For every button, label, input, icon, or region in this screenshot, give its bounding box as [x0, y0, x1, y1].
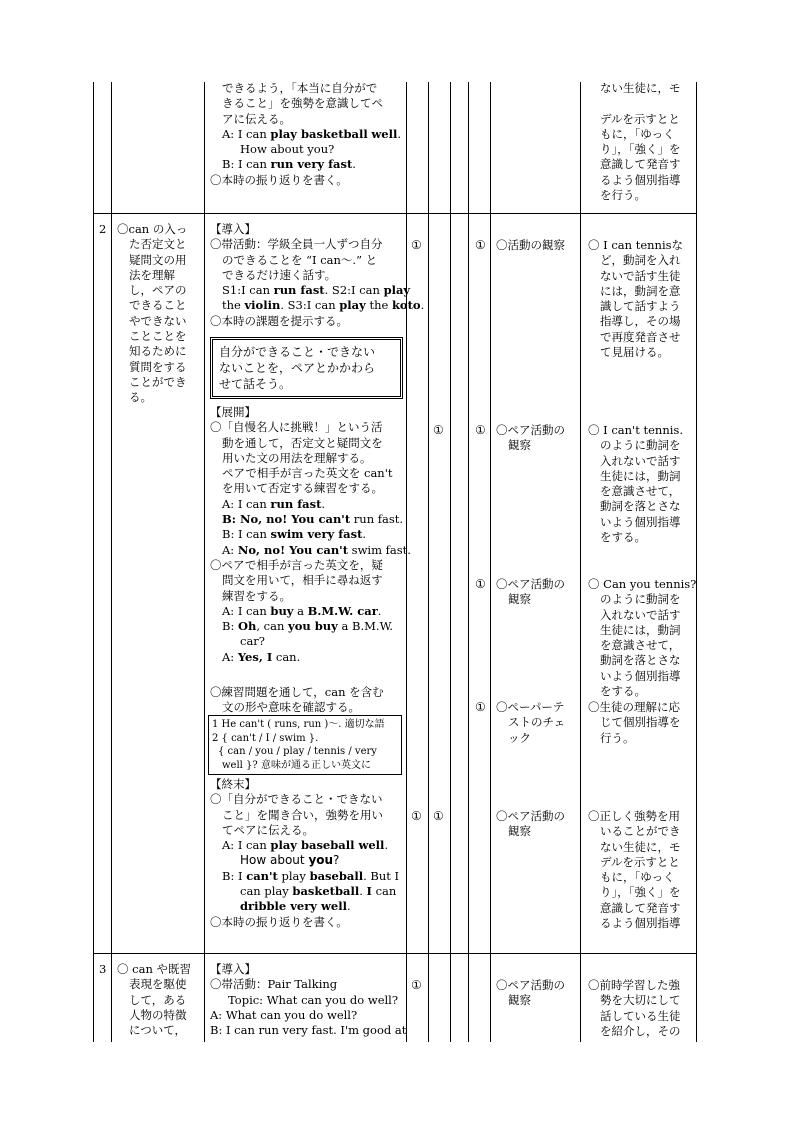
text-line: てペアに伝える。: [222, 822, 314, 837]
eval-mark: ①: [475, 238, 486, 252]
dialogue-line: B: I can run very fast.: [222, 157, 356, 172]
row-number: 3: [99, 962, 107, 976]
text-line: きること」を強勢を意識してペ: [222, 96, 383, 111]
text-line: できるよう，「本当に自分がで: [222, 81, 378, 95]
table-col-eval4: [468, 82, 469, 1042]
text-line: 意識して発音す: [600, 157, 681, 172]
text-line: デルを示すとと: [600, 111, 680, 126]
table-border-left: [93, 82, 94, 1042]
text-line: 動を通して，否定文と疑問文を: [222, 435, 383, 450]
eval-mark: ①: [411, 978, 422, 992]
row2-end: [210, 777, 399, 930]
text-line: を行う。: [600, 188, 646, 203]
text-line: し，ペアの: [129, 283, 187, 298]
text-line: アに伝える。: [222, 111, 291, 126]
dialogue-line: car?: [240, 634, 265, 649]
eval-method: 〇ペア活動の 観察: [496, 809, 565, 839]
text-line: 〇帯活動：学級全員一人ずつ自分: [210, 237, 383, 252]
text-line: ことができ: [129, 374, 187, 389]
text-line: 〇「自分ができること・できない: [210, 792, 383, 807]
text-line: 〇本時の振り返りを書く。: [210, 172, 348, 187]
eval-mark: ①: [475, 423, 486, 437]
text-line: 質問をする: [129, 359, 187, 374]
row3-intro: 【導入】 〇帯活動：Pair Talking Topic: What can you do well? A: What can you do well? B: I can run very fast. I'm good at: [210, 962, 407, 1038]
support-note: 〇 Can you tennis? のように動詞を 入れないで話す 生徒には，動詞 を意識させて， 動詞を落とさな いよう個別指導 をする。: [588, 577, 697, 699]
text-line: のできることを “I can～.” と: [222, 252, 378, 267]
table-border-right: [696, 82, 697, 1042]
support-note: 〇前時学習した強 勢を大切にして 話している生徒 を紹介し，その: [588, 978, 681, 1038]
text-line: 知るために: [129, 344, 187, 359]
text-line: ペアで相手が言った英文を can't: [222, 466, 393, 481]
text-line: やできない: [129, 313, 187, 328]
dialogue-line: B: I can swim very fast.: [222, 527, 367, 542]
table-col-eval2: [428, 82, 429, 1042]
row-separator: [93, 213, 696, 214]
support-note: 〇 I can't tennis. のように動詞を 入れないで話す 生徒には，動詞 を意識させて， 動詞を落とさな いよう個別指導 をする。: [588, 423, 683, 545]
text-line: できること: [129, 298, 187, 313]
dialogue-line: B: Oh, can you buy a B.M.W.: [222, 619, 394, 634]
text-line: 〇「自慢名人に挑戦！」という活: [210, 420, 383, 435]
section-heading: 【導入】: [210, 222, 256, 236]
row-number: 2: [99, 222, 107, 236]
eval-method: 〇活動の観察: [496, 238, 565, 252]
row2-goal: [117, 222, 187, 406]
eval-method: 〇ペア活動の 観察: [496, 423, 565, 453]
dialogue-line: B: I can't play baseball. But I: [222, 868, 400, 883]
dialogue-line: A: Yes, I can.: [222, 649, 301, 664]
row-separator: [93, 953, 696, 954]
table-col-activity: [204, 82, 205, 1042]
text-line: { can / you / play / tennis / very: [218, 746, 377, 757]
text-line: 法を理解: [129, 267, 175, 282]
dialogue-line: A: No, no! You can't swim fast.: [222, 542, 411, 557]
text-line: 自分ができること・できない: [219, 345, 376, 359]
eval-mark: ①: [433, 809, 444, 823]
section-heading: 【展開】: [210, 405, 256, 419]
dialogue-line: S1:I can run fast. S2:I can play: [222, 283, 411, 298]
table-col-method: [490, 82, 491, 1042]
text-line: 1 He can't ( runs, run )～. 適切な語: [212, 719, 385, 730]
dialogue-line: dribble very well.: [240, 899, 351, 914]
dialogue-line: the violin. S3:I can play the koto.: [222, 298, 425, 313]
text-line: せて話そう。: [219, 377, 292, 391]
text-line: well }? 意味が通る正しい英文に: [222, 759, 371, 771]
text-line: もに，「ゆっく: [600, 126, 675, 141]
section-heading: 【終末】: [210, 777, 256, 791]
eval-mark: ①: [411, 238, 422, 252]
dialogue-line: A: I can buy a B.M.W. car.: [222, 603, 382, 618]
dialogue-line: A: I can run fast.: [222, 496, 326, 511]
row2-intro: [210, 222, 424, 329]
text-line: こと」を聞き合い，強勢を用い: [222, 807, 383, 822]
eval-method: 〇ペア活動の 観察: [496, 577, 565, 607]
text-line: 文の形や意味を確認する。: [222, 700, 360, 715]
text-line: 〇本時の課題を提示する。: [210, 313, 348, 328]
eval-mark: ①: [475, 700, 486, 714]
eval-mark: ①: [411, 809, 422, 823]
row1-activity: [210, 81, 401, 188]
dialogue-line: B: No, no! You can't run fast.: [222, 512, 404, 527]
text-line: できるだけ速く話す。: [222, 267, 337, 282]
text-line: 〇can の入っ: [117, 222, 188, 236]
table-col-goal: [111, 82, 112, 1042]
text-line: 〇本時の振り返りを書く。: [210, 914, 348, 929]
text-line: 〇練習問題を通して，can を含む: [210, 685, 384, 699]
row2-exercise-intro: [210, 685, 384, 716]
row2-development: [210, 405, 411, 665]
table-col-eval3: [450, 82, 451, 1042]
dialogue-line: How about you?: [240, 142, 335, 157]
dialogue-line: How about you?: [240, 853, 340, 868]
section-heading: 【導入】: [210, 962, 256, 976]
text-line: 練習をする。: [222, 588, 291, 603]
text-line: 用いた文の用法を理解する。: [222, 450, 372, 465]
exercise-box: [208, 715, 402, 775]
text-line: るよう個別指導: [600, 172, 681, 187]
text-line: る。: [129, 390, 152, 405]
text-line: 2 { can't / I / swim }.: [212, 732, 319, 744]
row3-goal: 〇 can や既習 表現を駆使 して，ある 人物の特徴 について，: [117, 962, 192, 1038]
support-note: 〇生徒の理解に応 じて個別指導を 行う。: [588, 700, 681, 745]
support-note: 〇 I can tennisな ど，動詞を入れ ないで話す生徒 には，動詞を意 識して話すよう 指導し，その場 で再度発音させ て見届ける。: [588, 238, 684, 360]
text-line: 疑問文の用: [129, 252, 187, 267]
text-line: た否定文と: [129, 237, 187, 252]
text-line: ことことを: [129, 329, 187, 344]
dialogue-line: A: I can play basketball well.: [222, 126, 402, 141]
eval-mark: ①: [433, 423, 444, 437]
text-line: を用いて否定する練習をする。: [222, 481, 383, 496]
text-line: り」，「強く」を: [600, 142, 681, 157]
eval-method: 〇ペア活動の 観察: [496, 978, 565, 1008]
eval-method: 〇ペーパーテ ストのチェ ック: [496, 700, 566, 745]
dialogue-line: can play basketball. I can: [240, 884, 397, 899]
lesson-task-box: [210, 337, 403, 399]
table-col-support: [580, 82, 581, 1042]
row1-support: [600, 81, 681, 203]
text-line: ないことを，ペアとかかわら: [219, 361, 376, 375]
text-line: 問文を用いて，相手に尋ね返す: [222, 573, 383, 588]
text-line: 〇ペアで相手が言った英文を，疑: [210, 557, 383, 572]
eval-mark: ①: [475, 577, 486, 591]
support-note: 〇正しく強勢を用 いることができ ない生徒に，モ デルを示すとと もに，「ゆっく り」，「強く」を 意識して発音す るよう個別指導: [588, 809, 681, 931]
dialogue-line: A: I can play baseball well.: [222, 838, 389, 853]
text-line: ない生徒に，モ: [600, 81, 681, 95]
